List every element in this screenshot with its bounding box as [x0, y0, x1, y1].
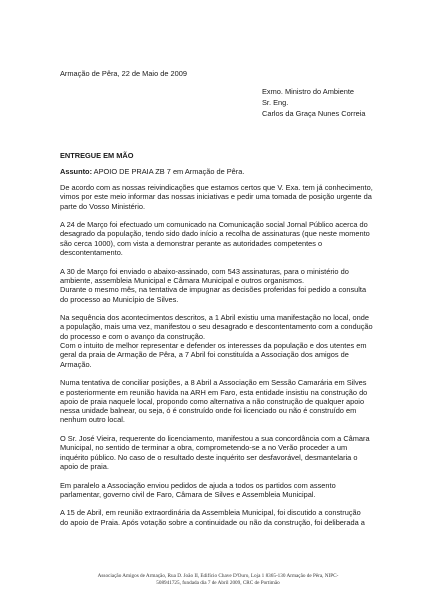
body-line: a população, mais uma vez, manifestou o seu desagrado e descontentamento com a condução	[60, 322, 373, 332]
body-paragraph	[60, 378, 376, 424]
body-line: apoio de praia.	[60, 461, 109, 471]
body-paragraph	[60, 267, 376, 304]
recipient-line: Sr. Eng.	[262, 98, 289, 107]
body-line: parlamentar, governo civil de Faro, Câmara de Silves e Assembleia Municipal.	[60, 489, 316, 499]
body-line: geral da praia de Armação de Pêra, a 7 Abril foi constituída a Associação dos amigos de	[60, 350, 349, 360]
dateline: Armação de Pêra, 22 de Maio de 2009	[60, 69, 187, 78]
body-line: A 24 de Março foi efectuado um comunicado na Comunicação social Jornal Público acerca do	[60, 220, 368, 230]
body-line: inquérito público. No caso de o resultado deste inquérito ser desfavorável, desmantelaria o	[60, 452, 358, 462]
body-line: O Sr. José Vieira, requerente do licenciamento, manifestou a sua concordância com a Câmara	[60, 434, 370, 444]
body-line: ambiente, assembleia Municipal e Câmara Municipal e outros organismos.	[60, 275, 305, 285]
body-line: vimos por este meio informar das nossas iniciativas e pedir uma tomada de posição urgente da	[60, 192, 372, 202]
body-paragraph	[60, 508, 376, 527]
letter-body	[60, 183, 376, 536]
letter-footer	[60, 573, 376, 587]
body-line: A 30 de Março foi enviado o abaixo-assinado, com 543 assinaturas, para o ministério do	[60, 266, 349, 276]
body-paragraph	[60, 434, 376, 471]
body-line: do processo ao Município de Silves.	[60, 294, 179, 304]
body-line: nessa unidade balnear, ou seja, ó é construído onde foi licenciado ou não é construído em	[60, 406, 357, 416]
body-line: De acordo com as nossas reivindicações que estamos certos que V. Exa. tem já conhecimento,	[60, 183, 373, 192]
body-line: parte do Vosso Ministério.	[60, 201, 146, 211]
body-paragraph	[60, 313, 376, 369]
recipient-line: Exmo. Ministro do Ambiente	[262, 87, 355, 96]
body-line: Durante o mesmo mês, na tentativa de impugnar as decisões proferidas foi pedido a consulta	[60, 285, 367, 295]
body-line: apoio de praia naquele local, propondo como alternativa a não construção de qualquer apoio	[60, 396, 365, 406]
body-line: Municipal, no sentido de terminar a obra, comprometendo-se a no Verão proceder a um	[60, 443, 348, 453]
body-line: Numa tentativa de conciliar posições, a 8 Abril a Associação em Sessão Camarária em Silves	[60, 378, 367, 388]
body-line: do processo e com o avanço da construção.	[60, 331, 206, 341]
body-line: Armação.	[60, 359, 92, 369]
footer-line: 508941725, fundada dia 7 de Abril 2009, CRC de Portimão	[156, 580, 280, 586]
body-paragraph	[60, 481, 376, 500]
body-line: desagrado da população, tendo sido dado início a recolha de assinaturas (que neste momento	[60, 229, 370, 239]
delivery-heading: ENTREGUE EM MÃO	[60, 151, 134, 160]
body-line: do apoio de Praia. Após votação sobre a continuidade ou não da construção, foi deliberada a	[60, 517, 365, 527]
recipient-line: Carlos da Graça Nunes Correia	[262, 109, 366, 118]
subject-text: APOIO DE PRAIA ZB 7 em Armação de Pêra.	[92, 167, 245, 176]
body-line: A 15 de Abril, em reunião extraordinária da Assembleia Municipal, foi discutido a construção	[60, 508, 361, 518]
subject-label: Assunto:	[60, 167, 93, 176]
body-line: nenhum outro local.	[60, 415, 125, 425]
recipient-block	[262, 86, 366, 119]
body-line: Em paralelo a Associação enviou pedidos de ajuda a todos os partidos com assento	[60, 480, 336, 490]
body-line: e posteriormente em reunião havida na ARH em Faro, esta entidade insistiu na construção do	[60, 387, 368, 397]
body-line: são cerca 1000), com vista a demonstrar perante as autoridades competentes o	[60, 238, 323, 248]
body-paragraph	[60, 183, 376, 211]
footer-line: Associação Amigos de Armação, Rua D. João II, Edifício Chave D'Ouro, Loja 1 8365-130 Armação de Pêra, NIPC-	[97, 573, 339, 579]
subject-line	[60, 167, 244, 176]
body-paragraph	[60, 220, 376, 257]
body-line: descontentamento.	[60, 248, 123, 258]
body-line: Na sequência dos acontecimentos descritos, a 1 Abril existiu uma manifestação no local, onde	[60, 313, 369, 323]
body-line: Com o intuito de melhor representar e defender os interesses da população e dos utentes em	[60, 341, 367, 351]
